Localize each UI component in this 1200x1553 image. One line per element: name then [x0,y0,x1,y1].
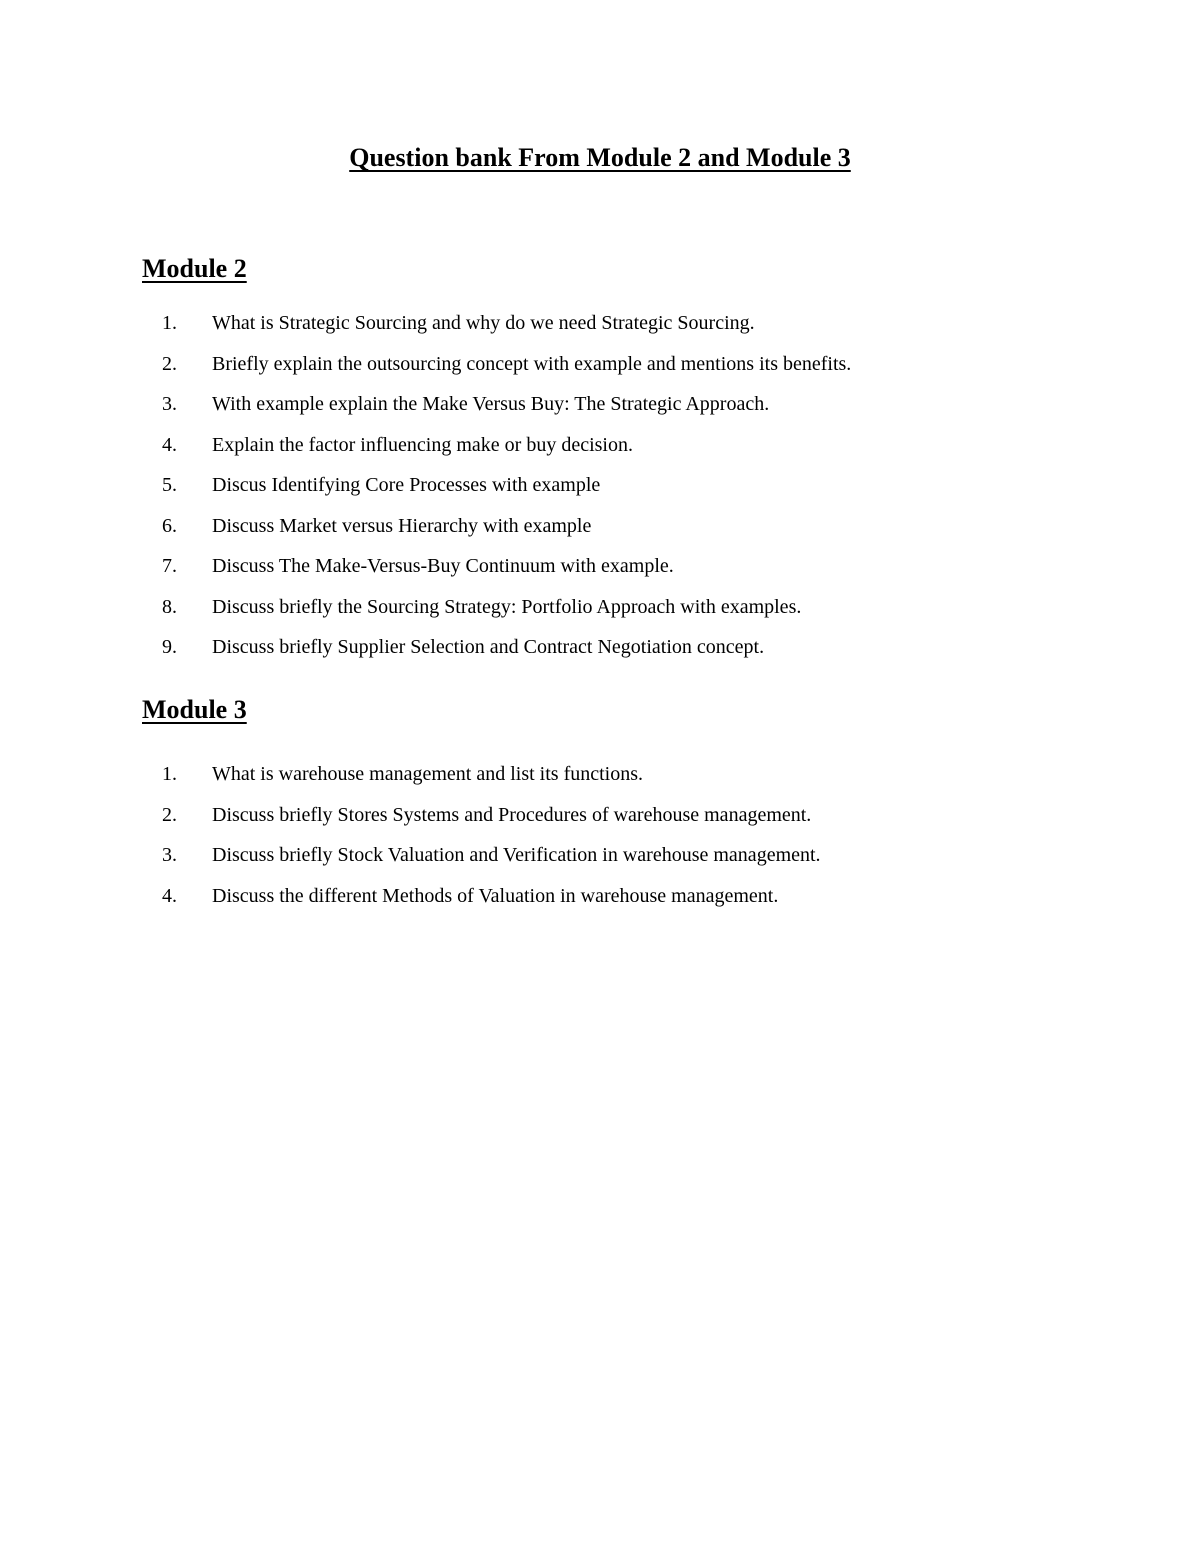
question-number: 9. [162,636,177,658]
question-item [142,590,1142,631]
question-list-module-3 [142,757,1142,919]
question-number: 4. [162,433,177,456]
question-number: 8. [162,595,177,618]
document-title: Question bank From Module 2 and Module 3 [349,143,851,172]
question-item [142,838,1142,879]
question-number: 2. [162,803,177,826]
question-item [142,509,1142,550]
question-text: What is Strategic Sourcing and why do we need Strategic Sourcing. [212,312,755,334]
question-item [142,630,1142,671]
question-list-module-2 [142,306,1142,671]
question-text: Discuss The Make-Versus-Buy Continuum with example. [212,555,674,577]
question-text: With example explain the Make Versus Buy: The Strategic Approach. [212,393,770,415]
question-item [142,798,1142,839]
question-text: Discus Identifying Core Processes with example [212,474,601,496]
question-text: Briefly explain the outsourcing concept with example and mentions its benefits. [212,352,852,375]
question-number: 1. [162,763,177,785]
question-text: Discuss the different Methods of Valuation in warehouse management. [212,884,779,907]
question-item [142,468,1142,509]
question-number: 4. [162,884,177,907]
question-number: 7. [162,555,177,577]
question-number: 3. [162,393,177,415]
question-item [142,347,1142,388]
question-number: 6. [162,514,177,537]
question-text: Discuss briefly Stores Systems and Procedures of warehouse management. [212,803,812,826]
question-item [142,879,1142,920]
question-text: What is warehouse management and list its functions. [212,763,644,785]
question-item [142,387,1142,428]
question-item [142,757,1142,798]
question-number: 1. [162,312,177,334]
question-text: Explain the factor influencing make or buy decision. [212,433,633,456]
question-item [142,428,1142,469]
question-number: 2. [162,352,177,375]
question-text: Discuss briefly Supplier Selection and Contract Negotiation concept. [212,636,765,658]
question-item [142,306,1142,347]
section-heading-module-2: Module 2 [142,254,247,283]
section-heading-module-3: Module 3 [142,695,247,724]
question-text: Discuss Market versus Hierarchy with example [212,514,592,537]
question-text: Discuss briefly the Sourcing Strategy: Portfolio Approach with examples. [212,595,802,618]
question-item [142,549,1142,590]
question-number: 3. [162,844,177,866]
question-text: Discuss briefly Stock Valuation and Verification in warehouse management. [212,844,821,866]
question-number: 5. [162,474,177,496]
